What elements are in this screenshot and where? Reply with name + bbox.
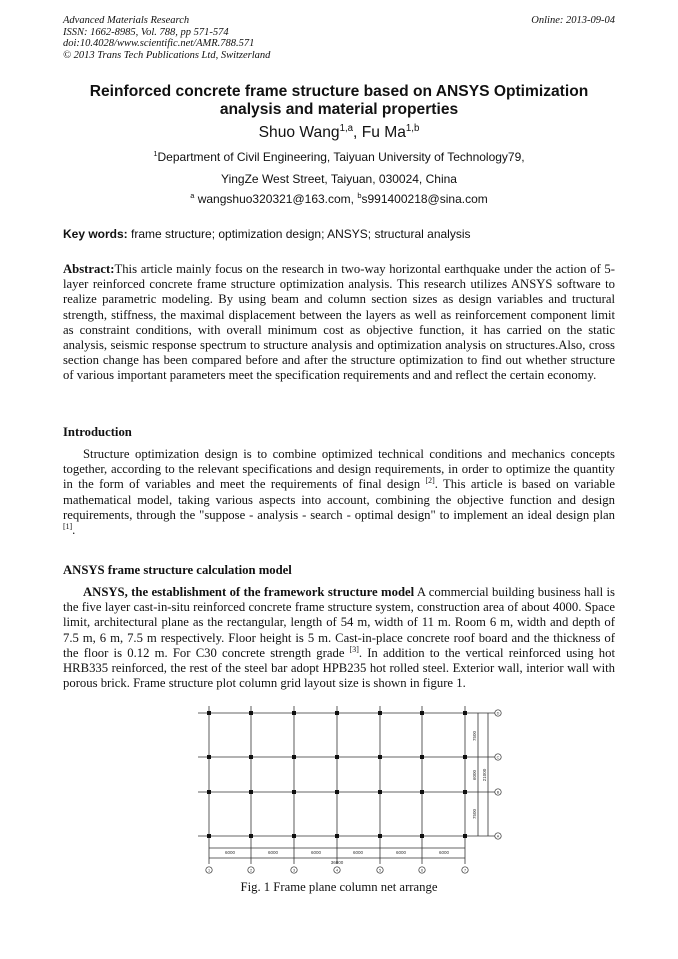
axis-row-a: A (496, 834, 500, 839)
intro-ref-2: [1] (63, 521, 73, 531)
email-line (63, 192, 615, 206)
email-b: s991400218@sina.com (361, 192, 488, 206)
journal-name: Advanced Materials Research (63, 15, 190, 26)
total-length-label: 36000 (330, 860, 344, 865)
column-grid-figure (198, 706, 508, 878)
author-2-name: Fu Ma (361, 124, 406, 141)
author-line (63, 124, 615, 142)
author-1-name: Shuo Wang (258, 124, 340, 141)
email-a: wangshuo320321@163.com, (194, 192, 358, 206)
ansys-bold-lead: ANSYS, the establishment of the framework structure model (83, 585, 415, 599)
bay-label-2: 6000 (267, 850, 279, 855)
bay-label-5: 6000 (395, 850, 407, 855)
side-label-1: 7500 (472, 730, 477, 742)
axis-col-2: 2 (249, 868, 253, 873)
doi-line: doi:10.4028/www.scientific.net/AMR.788.571 (63, 38, 255, 50)
ansys-heading: ANSYS frame structure calculation model (63, 563, 292, 577)
side-total-label: 21000 (482, 768, 487, 782)
ansys-text-1: A commercial building business hall is the five layer cast-in-situ reinforced concrete frame structure system, construction area of about 4000. Space limit, architectural plane as the rectangular, length of 54 m, width of 11 m. Room 6 m, width and depth of 7.5 m, 6 m, 7.5 m respectively. Floor height is 5 m. Cast-in-place concrete roof board and the thickness of the floor is 0.12 m. For C30 concrete strength grade (63, 585, 615, 660)
paper-title: Reinforced concrete frame structure based on ANSYS Optimization analysis and material properties (89, 83, 589, 118)
axis-col-1: 1 (207, 868, 211, 873)
author-1-sup: 1,a (339, 122, 354, 134)
side-label-3: 7500 (472, 808, 477, 820)
axis-col-4: 4 (335, 868, 339, 873)
copyright-line: © 2013 Trans Tech Publications Ltd, Switzerland (63, 49, 271, 61)
intro-text-3: . (72, 523, 76, 538)
affiliation-sup: 1 (153, 149, 158, 158)
email-b-sup: b (357, 191, 362, 200)
author-2-sup: 1,b (405, 122, 420, 134)
issn-line: ISSN: 1662-8985, Vol. 788, pp 571-574 (63, 26, 229, 38)
keywords-label: Key words: (63, 227, 128, 241)
abstract (63, 262, 615, 384)
axis-col-5: 5 (378, 868, 382, 873)
intro-text-1: Structure optimization design is to combine optimized technical conditions and mechanics concepts together, according to the relevant specifications and design requirements, in order to optimize the quantity in the form of variables and meet the requirements of final design (63, 447, 615, 492)
bay-label-6: 6000 (438, 850, 450, 855)
affiliation-line-1 (63, 150, 615, 164)
bay-label-3: 6000 (310, 850, 322, 855)
keywords (63, 227, 471, 241)
axis-col-6: 6 (420, 868, 424, 873)
bay-label-1: 6000 (224, 850, 236, 855)
ansys-ref: [3] (349, 644, 359, 654)
axis-col-7: 7 (463, 868, 467, 873)
affiliation-text-1: Department of Civil Engineering, Taiyuan University of Technology79, (157, 150, 525, 164)
abstract-label: Abstract: (63, 262, 115, 276)
abstract-text: This article mainly focus on the research in two-way horizontal earthquake under the action of 5-layer reinforced concrete frame structure optimization analysis. This research utilizes ANSYS software to realize parametric modeling. By using beam and column section sizes as design variables and tructural strength, stiffness, the maximal displacement between the layers as well as reinforcement component limit as constraint conditions, with overall minimum cost as objective function, it has carried on the static analysis, seismic response spectrum to structure analysis and optimization analysis on structures.Also, cross section change has been compared before and after the structure optimization to find out whether structure of various important parameters meet the specification requirements and and reflect the certain economy. (63, 262, 615, 383)
affiliation-line-2: YingZe West Street, Taiyuan, 030024, China (221, 172, 457, 186)
author-separator: , (353, 124, 362, 141)
bay-label-4: 6000 (352, 850, 364, 855)
online-date: Online: 2013-09-04 (531, 15, 615, 26)
journal-header (63, 15, 270, 61)
ansys-paragraph (63, 585, 615, 691)
intro-ref-1: [2] (425, 476, 435, 486)
axis-col-3: 3 (292, 868, 296, 873)
axis-row-b: B (496, 790, 500, 795)
ansys-text-2: . In addition to the vertical reinforced using hot HRB335 reinforced, the rest of the steel bar adopt HPB235 hot rolled steel. Exterior wall, interior wall with porous brick. Frame structure plot column grid layout size is shown in figure 1. (63, 645, 615, 691)
intro-text-2: . This article is based on variable mathematical model, taking various aspects into account, combining the objective function and design requirements, through the "suppose - analysis - search - optimal design" to implement an ideal design plan (63, 477, 616, 522)
axis-row-c: C (496, 755, 500, 760)
side-label-2: 6000 (472, 769, 477, 781)
figure-caption: Fig. 1 Frame plane column net arrange (240, 880, 438, 894)
introduction-heading: Introduction (63, 425, 132, 439)
email-a-sup: a (190, 191, 195, 200)
introduction-paragraph (63, 447, 615, 538)
keywords-text: frame structure; optimization design; ANSYS; structural analysis (127, 227, 471, 241)
axis-row-d: D (496, 711, 500, 716)
grid-lines (198, 706, 498, 864)
